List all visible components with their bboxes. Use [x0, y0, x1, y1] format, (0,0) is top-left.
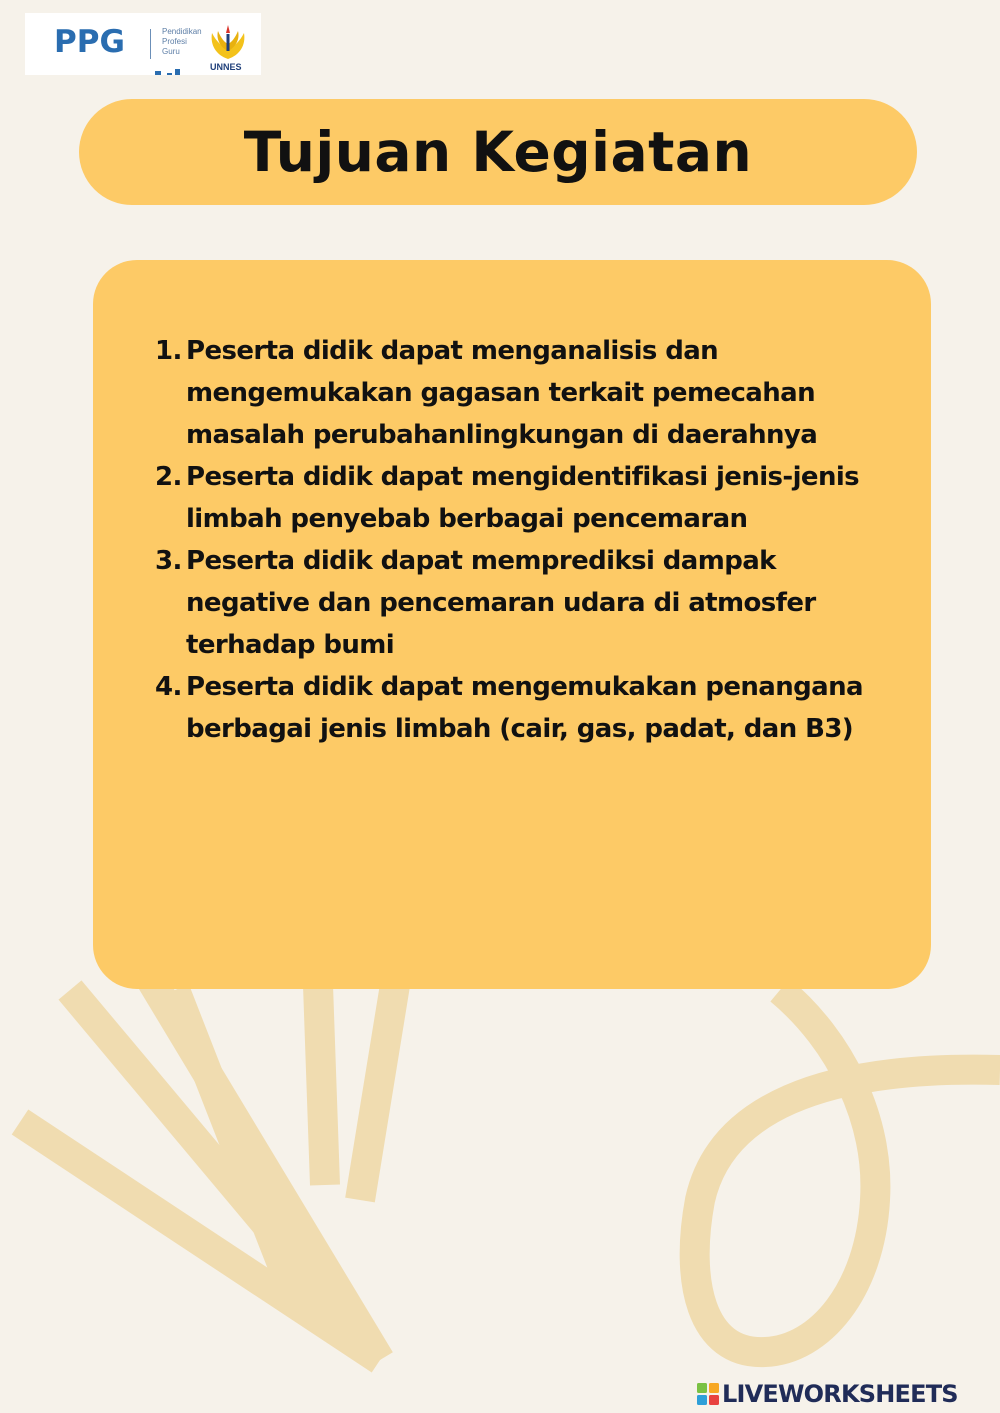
ppg-unnes-logo — [25, 13, 261, 75]
title-banner — [79, 99, 917, 205]
logo-subtitle-line: Pendidikan — [162, 27, 202, 36]
liveworksheets-watermark — [697, 1379, 958, 1409]
decor-loop — [695, 990, 1000, 1352]
objective-item — [155, 330, 890, 456]
logo-fragment-icon — [153, 69, 183, 75]
decor-stroke — [20, 1122, 380, 1360]
decor-stroke — [70, 990, 380, 1360]
objective-text: Peserta didik dapat memprediksi dampak negative dan pencemaran udara di atmosfer terhadap bumi — [186, 546, 816, 660]
logo-subtitle-line: Guru — [162, 47, 180, 56]
decor-stroke — [175, 990, 300, 1310]
objectives-list — [155, 330, 890, 750]
unnes-emblem-icon — [206, 21, 250, 61]
objective-number: 4. — [155, 672, 182, 702]
objective-number: 3. — [155, 546, 182, 576]
objective-text: Peserta didik dapat mengidentifikasi jenis-jenis limbah penyebab berbagai pencemaran — [186, 462, 860, 534]
objective-item — [155, 456, 890, 540]
objective-number: 2. — [155, 462, 182, 492]
liveworksheets-logo-icon — [697, 1383, 719, 1405]
logo-university: UNNES — [210, 62, 242, 72]
watermark-text: LIVEWORKSHEETS — [722, 1380, 958, 1408]
objective-item — [155, 540, 890, 666]
logo-abbr: PPG — [54, 24, 125, 60]
decor-stroke — [360, 985, 395, 1200]
objective-text: Peserta didik dapat mengemukakan penangana berbagai jenis limbah (cair, gas, padat, dan B3) — [186, 672, 863, 744]
decor-stroke — [318, 985, 325, 1185]
page-title: Tujuan Kegiatan — [243, 120, 753, 184]
logo-subtitle — [162, 27, 202, 57]
logo-subtitle-line: Profesi — [162, 37, 187, 46]
objective-item — [155, 666, 890, 750]
objective-text: Peserta didik dapat menganalisis dan mengemukakan gagasan terkait pemecahan masalah perubahanlingkungan di daerahnya — [186, 336, 818, 450]
decor-stroke — [145, 970, 380, 1360]
logo-divider — [150, 29, 151, 59]
objective-number: 1. — [155, 336, 182, 366]
